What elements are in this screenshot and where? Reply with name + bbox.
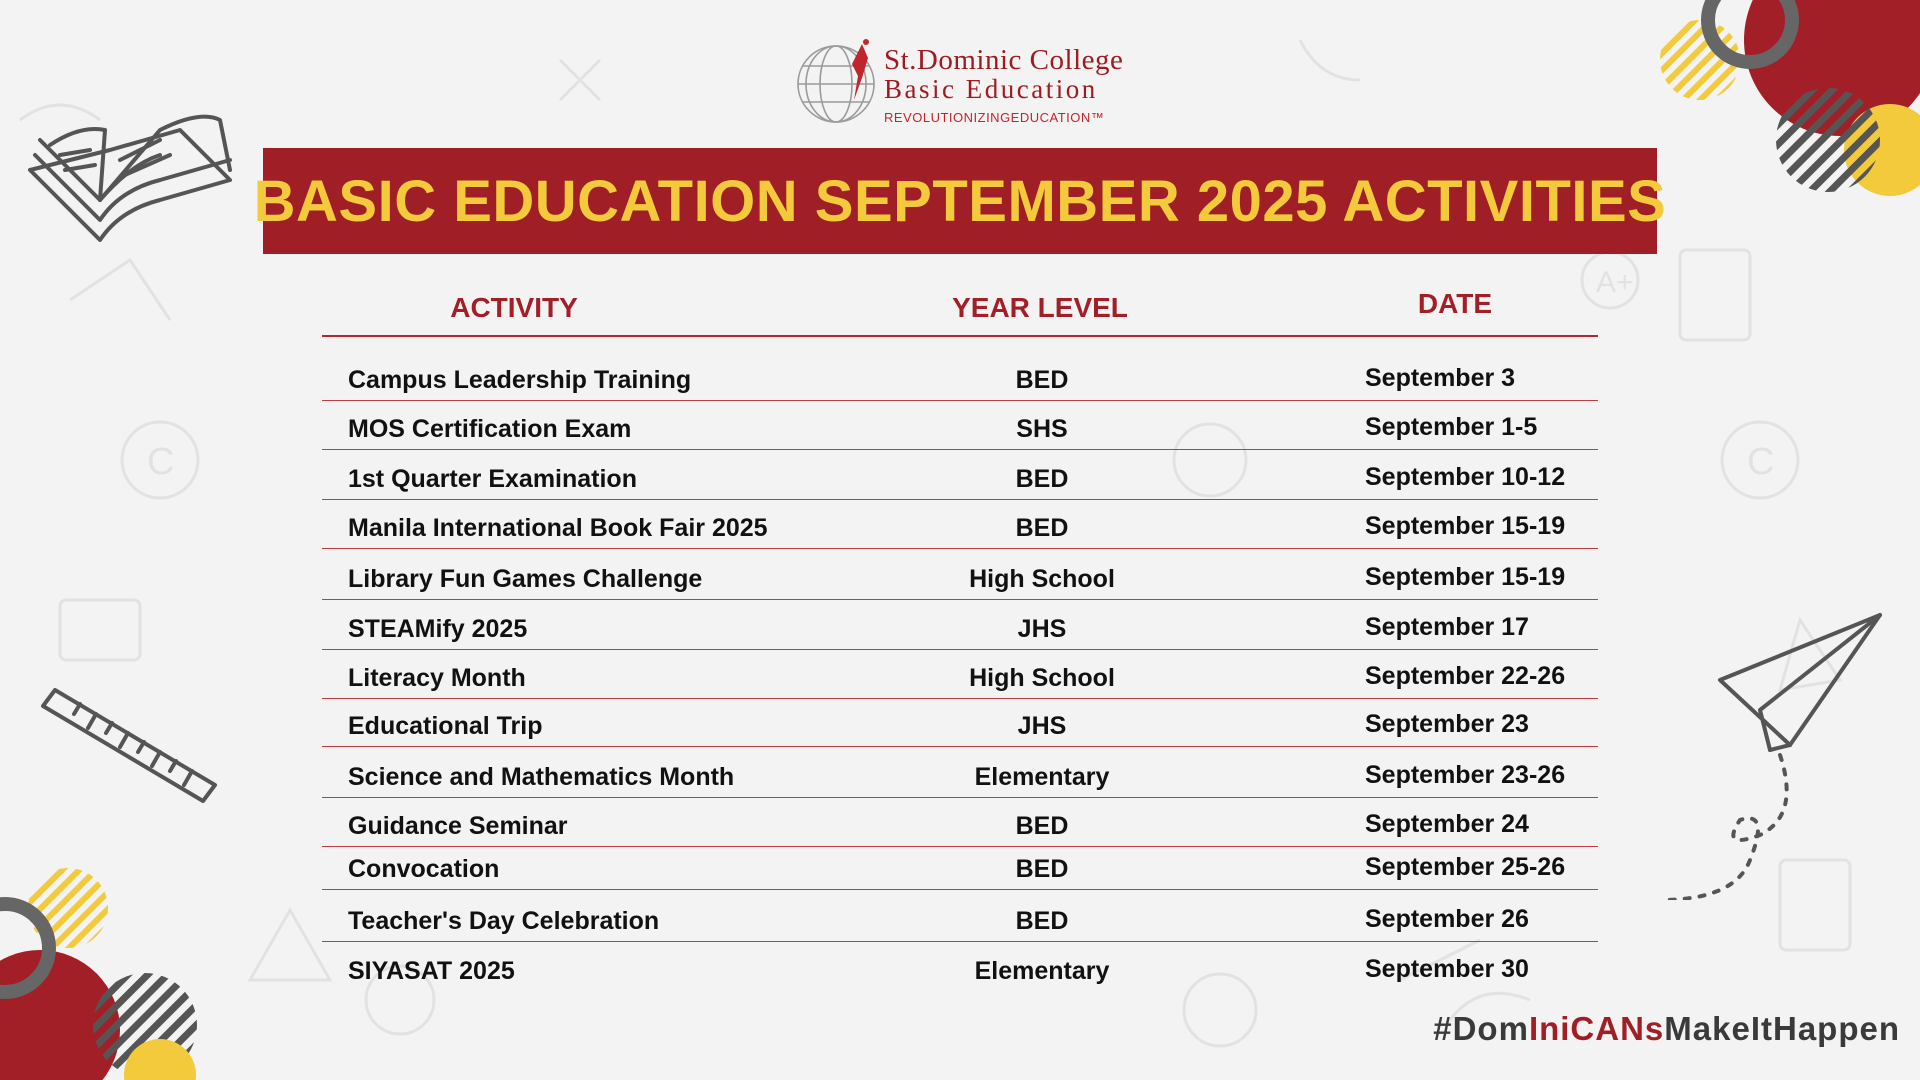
activity-cell: Campus Leadership Training (348, 366, 692, 394)
year-level-cell: High School (969, 565, 1115, 593)
year-level-cell: JHS (1017, 615, 1067, 643)
table-row (322, 500, 1598, 549)
table-row (322, 352, 1598, 401)
svg-text:C: C (147, 441, 175, 483)
activity-cell: Literacy Month (348, 664, 526, 692)
date-cell: September 24 (1365, 810, 1529, 838)
bottom-left-decoration (0, 860, 220, 1080)
activity-cell: Convocation (348, 855, 500, 883)
year-level-cell: SHS (1016, 415, 1068, 443)
date-cell: September 23 (1365, 710, 1529, 738)
year-level-cell: BED (1015, 465, 1069, 493)
header-activity: ACTIVITY (450, 292, 578, 323)
page-title: BASIC EDUCATION SEPTEMBER 2025 ACTIVITIES (253, 168, 1667, 234)
paper-plane-icon (1630, 600, 1900, 900)
date-cell: September 15-19 (1365, 563, 1566, 591)
year-level-cell: High School (969, 664, 1115, 692)
year-level-cell: BED (1015, 855, 1069, 883)
hashtag (1433, 1010, 1900, 1048)
activity-cell: SIYASAT 2025 (348, 957, 515, 985)
table-row (322, 650, 1598, 699)
date-cell: September 1-5 (1365, 413, 1538, 441)
year-level-cell: BED (1015, 812, 1069, 840)
header-year-level: YEAR LEVEL (952, 292, 1128, 323)
title-banner (253, 148, 1667, 254)
table-row (322, 893, 1598, 942)
table-row (322, 451, 1598, 500)
logo-school-name: St.Dominic College (884, 44, 1124, 76)
date-cell: September 3 (1365, 364, 1516, 392)
row-divider (322, 599, 1598, 601)
globe-logo-icon (792, 36, 884, 128)
year-level-cell: Elementary (974, 957, 1110, 985)
activity-cell: Science and Mathematics Month (348, 763, 735, 791)
header-date: DATE (1417, 288, 1493, 319)
activity-cell: STEAMify 2025 (348, 615, 528, 643)
year-level-cell: BED (1015, 514, 1069, 542)
year-level-cell: JHS (1017, 712, 1067, 740)
activity-cell: 1st Quarter Examination (348, 465, 637, 493)
hashtag-part-2: IniCANs (1528, 1010, 1665, 1047)
ruler-icon (40, 680, 230, 810)
date-cell: September 26 (1365, 905, 1529, 933)
row-divider (322, 889, 1598, 891)
activity-cell: Educational Trip (348, 712, 543, 740)
row-divider (322, 746, 1598, 748)
svg-text:C: C (1747, 441, 1775, 483)
date-cell: September 30 (1365, 955, 1529, 983)
activity-cell: Manila International Book Fair 2025 (348, 514, 768, 542)
date-cell: September 15-19 (1365, 512, 1566, 540)
table-row (322, 749, 1598, 798)
row-divider (322, 941, 1598, 943)
table-row (322, 841, 1598, 890)
table-row (322, 601, 1598, 650)
year-level-cell: Elementary (974, 763, 1110, 791)
table-row (322, 698, 1598, 747)
logo-tagline: REVOLUTIONIZINGEDUCATION™ (884, 110, 1105, 125)
date-cell: September 25-26 (1365, 853, 1566, 881)
top-right-decoration (1660, 0, 1920, 210)
header-divider (322, 335, 1598, 337)
year-level-cell: BED (1015, 366, 1069, 394)
date-cell: September 22-26 (1365, 662, 1566, 690)
table-row (322, 798, 1598, 847)
row-divider (322, 449, 1598, 451)
svg-text:A+: A+ (1596, 266, 1634, 299)
table-row (322, 401, 1598, 450)
row-divider (322, 548, 1598, 550)
table-row (322, 551, 1598, 600)
hashtag-part-1: #Dom (1433, 1010, 1529, 1047)
date-cell: September 10-12 (1365, 463, 1566, 491)
hashtag-part-3: MakeItHappen (1664, 1010, 1900, 1047)
open-book-icon (20, 60, 250, 250)
activity-cell: MOS Certification Exam (348, 415, 632, 443)
table-row (322, 943, 1598, 992)
activity-cell: Teacher's Day Celebration (348, 907, 660, 935)
date-cell: September 23-26 (1365, 761, 1566, 789)
school-logo (792, 30, 1132, 126)
logo-department: Basic Education (884, 74, 1098, 104)
year-level-cell: BED (1015, 907, 1069, 935)
activity-cell: Library Fun Games Challenge (348, 565, 703, 593)
date-cell: September 17 (1365, 613, 1529, 641)
activity-cell: Guidance Seminar (348, 812, 568, 840)
